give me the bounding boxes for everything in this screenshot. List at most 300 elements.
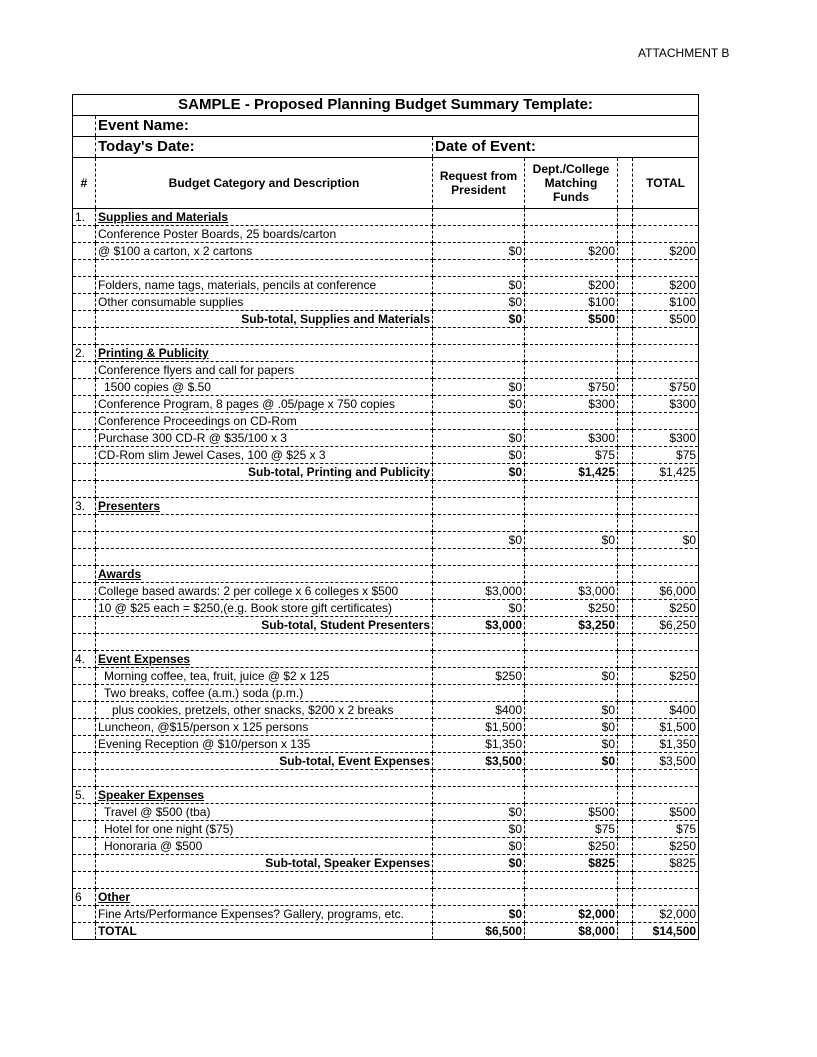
president-amount — [433, 889, 525, 906]
row-number — [73, 243, 96, 260]
col-header-president: Request from President — [433, 158, 525, 209]
subtotal-row — [73, 464, 699, 481]
spacer-cell — [618, 583, 633, 600]
dept-amount: $100 — [525, 294, 618, 311]
president-amount — [433, 549, 525, 566]
spacer-cell — [618, 685, 633, 702]
president-amount — [433, 770, 525, 787]
dept-amount — [525, 362, 618, 379]
row-number — [73, 362, 96, 379]
total-amount — [633, 209, 699, 226]
president-amount: $0 — [433, 430, 525, 447]
president-amount — [433, 362, 525, 379]
row-description: Morning coffee, tea, fruit, juice @ $2 x 125 — [96, 668, 433, 685]
president-amount: $6,500 — [433, 923, 525, 940]
spacer-cell — [618, 430, 633, 447]
row-description: Conference Program, 8 pages @ .05/page x 750 copies — [96, 396, 433, 413]
row-number — [73, 294, 96, 311]
total-amount: $750 — [633, 379, 699, 396]
row-description: Sub-total, Printing and Publicity — [96, 464, 433, 481]
dept-amount — [525, 634, 618, 651]
col-header-dept: Dept./College Matching Funds — [525, 158, 618, 209]
dept-amount: $1,425 — [525, 464, 618, 481]
row-description: Supplies and Materials — [96, 209, 433, 226]
row-description: Speaker Expenses — [96, 787, 433, 804]
total-amount: $75 — [633, 447, 699, 464]
row-description: Fine Arts/Performance Expenses? Gallery, programs, etc. — [96, 906, 433, 923]
spacer-cell — [618, 345, 633, 362]
row-description: Luncheon, @$15/person x 125 persons — [96, 719, 433, 736]
dept-amount: $2,000 — [525, 906, 618, 923]
row-number — [73, 736, 96, 753]
spacer-cell — [618, 889, 633, 906]
budget-table — [72, 94, 699, 940]
row-description: Sub-total, Supplies and Materials — [96, 311, 433, 328]
dept-amount — [525, 413, 618, 430]
table-row — [73, 294, 699, 311]
row-description — [96, 328, 433, 345]
dept-amount — [525, 209, 618, 226]
dept-amount: $200 — [525, 277, 618, 294]
spacer-cell — [618, 243, 633, 260]
table-row — [73, 719, 699, 736]
spacer-cell — [618, 787, 633, 804]
president-amount: $3,000 — [433, 617, 525, 634]
president-amount: $0 — [433, 600, 525, 617]
row-number — [73, 719, 96, 736]
row-number: 4. — [73, 651, 96, 668]
row-number: 5. — [73, 787, 96, 804]
dept-amount: $0 — [525, 532, 618, 549]
row-description: Other — [96, 889, 433, 906]
total-amount — [633, 566, 699, 583]
row-description: College based awards: 2 per college x 6 colleges x $500 — [96, 583, 433, 600]
total-amount: $500 — [633, 311, 699, 328]
dept-amount — [525, 515, 618, 532]
section-row — [73, 345, 699, 362]
total-amount: $1,350 — [633, 736, 699, 753]
row-number: 2. — [73, 345, 96, 362]
dept-amount — [525, 651, 618, 668]
total-amount: $200 — [633, 243, 699, 260]
table-row — [73, 413, 699, 430]
row-number — [73, 311, 96, 328]
dept-amount: $0 — [525, 753, 618, 770]
row-description: @ $100 a carton, x 2 cartons — [96, 243, 433, 260]
spacer-cell — [618, 719, 633, 736]
president-amount: $0 — [433, 396, 525, 413]
section-row — [73, 498, 699, 515]
dept-amount — [525, 685, 618, 702]
table-row — [73, 328, 699, 345]
total-row — [73, 923, 699, 940]
total-amount: $6,250 — [633, 617, 699, 634]
dept-amount — [525, 770, 618, 787]
row-description: Evening Reception @ $10/person x 135 — [96, 736, 433, 753]
spacer-cell — [618, 600, 633, 617]
dept-amount — [525, 498, 618, 515]
total-amount: $250 — [633, 668, 699, 685]
spacer-cell — [618, 753, 633, 770]
spacer-cell — [618, 532, 633, 549]
section-row — [73, 566, 699, 583]
row-description: Purchase 300 CD-R @ $35/100 x 3 — [96, 430, 433, 447]
president-amount: $0 — [433, 821, 525, 838]
table-row — [73, 260, 699, 277]
row-number — [73, 413, 96, 430]
president-amount — [433, 226, 525, 243]
president-amount — [433, 345, 525, 362]
total-amount — [633, 872, 699, 889]
row-number — [73, 515, 96, 532]
row-description: Presenters — [96, 498, 433, 515]
total-amount: $825 — [633, 855, 699, 872]
dept-amount — [525, 566, 618, 583]
table-row — [73, 583, 699, 600]
total-amount: $14,500 — [633, 923, 699, 940]
table-row — [73, 515, 699, 532]
spacer-cell — [618, 481, 633, 498]
total-amount — [633, 260, 699, 277]
dept-amount — [525, 226, 618, 243]
spacer-cell — [618, 804, 633, 821]
total-amount: $250 — [633, 600, 699, 617]
table-row — [73, 379, 699, 396]
spacer-cell — [618, 838, 633, 855]
row-description: Printing & Publicity — [96, 345, 433, 362]
row-number — [73, 583, 96, 600]
table-row — [73, 430, 699, 447]
spacer-cell — [618, 447, 633, 464]
row-description: CD-Rom slim Jewel Cases, 100 @ $25 x 3 — [96, 447, 433, 464]
president-amount: $0 — [433, 294, 525, 311]
president-amount: $0 — [433, 311, 525, 328]
table-row — [73, 770, 699, 787]
event-name-label: Event Name: — [96, 116, 699, 137]
president-amount: $0 — [433, 243, 525, 260]
row-number — [73, 855, 96, 872]
row-description — [96, 549, 433, 566]
section-row — [73, 889, 699, 906]
row-description: plus cookies, pretzels, other snacks, $200 x 2 breaks — [96, 702, 433, 719]
total-amount: $100 — [633, 294, 699, 311]
table-row — [73, 447, 699, 464]
col-header-num: # — [73, 158, 96, 209]
row-number — [73, 328, 96, 345]
total-amount — [633, 328, 699, 345]
dept-amount: $500 — [525, 804, 618, 821]
spacer-cell — [618, 923, 633, 940]
date-of-event-label: Date of Event: — [433, 137, 699, 158]
row-number — [73, 430, 96, 447]
spacer-cell — [618, 736, 633, 753]
row-description — [96, 770, 433, 787]
dept-amount: $300 — [525, 430, 618, 447]
row-description: Travel @ $500 (tba) — [96, 804, 433, 821]
row-number: 1. — [73, 209, 96, 226]
total-amount: $0 — [633, 532, 699, 549]
dept-amount: $3,250 — [525, 617, 618, 634]
table-row — [73, 906, 699, 923]
col-header-total: TOTAL — [633, 158, 699, 209]
president-amount — [433, 328, 525, 345]
total-amount: $200 — [633, 277, 699, 294]
president-amount — [433, 787, 525, 804]
row-description: Sub-total, Event Expenses — [96, 753, 433, 770]
spacer-cell — [618, 226, 633, 243]
spacer-cell — [618, 362, 633, 379]
row-description: Awards — [96, 566, 433, 583]
row-number — [73, 600, 96, 617]
spacer-cell — [618, 566, 633, 583]
total-amount: $2,000 — [633, 906, 699, 923]
total-amount — [633, 362, 699, 379]
president-amount: $0 — [433, 447, 525, 464]
table-row — [73, 549, 699, 566]
dept-amount: $250 — [525, 600, 618, 617]
spacer-cell — [618, 294, 633, 311]
row-description: Sub-total, Speaker Expenses — [96, 855, 433, 872]
spacer-cell — [618, 855, 633, 872]
row-description: Conference Poster Boards, 25 boards/carton — [96, 226, 433, 243]
president-amount: $400 — [433, 702, 525, 719]
section-row — [73, 209, 699, 226]
row-description — [96, 532, 433, 549]
row-number — [73, 702, 96, 719]
row-description: Event Expenses — [96, 651, 433, 668]
page-title: SAMPLE - Proposed Planning Budget Summary Template: — [73, 95, 699, 116]
row-description: Conference Proceedings on CD-Rom — [96, 413, 433, 430]
dept-amount: $750 — [525, 379, 618, 396]
president-amount — [433, 634, 525, 651]
table-row — [73, 362, 699, 379]
table-row — [73, 668, 699, 685]
president-amount — [433, 515, 525, 532]
row-description: Honoraria @ $500 — [96, 838, 433, 855]
president-amount — [433, 498, 525, 515]
spacer-cell — [618, 549, 633, 566]
row-number — [73, 923, 96, 940]
spacer-cell — [618, 515, 633, 532]
president-amount — [433, 566, 525, 583]
row-number — [73, 226, 96, 243]
spacer-cell — [618, 277, 633, 294]
president-amount: $0 — [433, 532, 525, 549]
dept-amount — [525, 260, 618, 277]
total-amount — [633, 787, 699, 804]
president-amount: $0 — [433, 906, 525, 923]
spacer-cell — [618, 770, 633, 787]
row-number: 3. — [73, 498, 96, 515]
president-amount: $0 — [433, 804, 525, 821]
row-description: TOTAL — [96, 923, 433, 940]
row-description: Other consumable supplies — [96, 294, 433, 311]
section-row — [73, 651, 699, 668]
budget-rows — [73, 209, 699, 940]
president-amount: $3,500 — [433, 753, 525, 770]
table-row — [73, 634, 699, 651]
president-amount — [433, 481, 525, 498]
row-number — [73, 481, 96, 498]
total-amount: $6,000 — [633, 583, 699, 600]
dept-amount: $0 — [525, 736, 618, 753]
dept-amount: $8,000 — [525, 923, 618, 940]
spacer-cell — [618, 413, 633, 430]
total-amount: $75 — [633, 821, 699, 838]
row-number — [73, 634, 96, 651]
table-row — [73, 736, 699, 753]
dept-amount: $3,000 — [525, 583, 618, 600]
table-row — [73, 532, 699, 549]
row-number — [73, 396, 96, 413]
spacer-cell — [618, 906, 633, 923]
todays-date-label: Today's Date: — [96, 137, 433, 158]
attachment-label: ATTACHMENT B — [638, 46, 730, 60]
total-amount: $250 — [633, 838, 699, 855]
total-amount — [633, 770, 699, 787]
table-row — [73, 821, 699, 838]
total-amount — [633, 498, 699, 515]
total-amount — [633, 413, 699, 430]
row-description — [96, 481, 433, 498]
row-number — [73, 379, 96, 396]
row-description — [96, 634, 433, 651]
spacer-cell — [618, 464, 633, 481]
spacer-cell — [618, 821, 633, 838]
table-row — [73, 277, 699, 294]
spacer-cell — [618, 651, 633, 668]
president-amount: $1,350 — [433, 736, 525, 753]
row-number — [73, 532, 96, 549]
row-number — [73, 685, 96, 702]
row-number — [73, 277, 96, 294]
row-description: Hotel for one night ($75) — [96, 821, 433, 838]
spacer-cell — [618, 668, 633, 685]
row-number — [73, 549, 96, 566]
row-description — [96, 515, 433, 532]
dept-amount: $300 — [525, 396, 618, 413]
president-amount — [433, 651, 525, 668]
spacer-cell — [618, 498, 633, 515]
row-number — [73, 838, 96, 855]
row-description: Folders, name tags, materials, pencils at conference — [96, 277, 433, 294]
president-amount — [433, 413, 525, 430]
total-amount: $300 — [633, 430, 699, 447]
row-number — [73, 804, 96, 821]
table-row — [73, 685, 699, 702]
row-number: 6 — [73, 889, 96, 906]
total-amount — [633, 226, 699, 243]
total-amount — [633, 481, 699, 498]
spacer-cell — [618, 702, 633, 719]
dept-amount: $0 — [525, 719, 618, 736]
table-row — [73, 872, 699, 889]
president-amount: $1,500 — [433, 719, 525, 736]
row-description: 10 @ $25 each = $250,(e.g. Book store gift certificates) — [96, 600, 433, 617]
table-row — [73, 600, 699, 617]
spacer-cell — [618, 396, 633, 413]
spacer-cell — [618, 311, 633, 328]
total-amount: $300 — [633, 396, 699, 413]
total-amount — [633, 889, 699, 906]
dept-amount — [525, 345, 618, 362]
row-number — [73, 872, 96, 889]
row-number — [73, 906, 96, 923]
dept-amount — [525, 481, 618, 498]
total-amount — [633, 634, 699, 651]
total-amount: $500 — [633, 804, 699, 821]
row-description — [96, 260, 433, 277]
col-header-category: Budget Category and Description — [96, 158, 433, 209]
row-number — [73, 821, 96, 838]
dept-amount: $0 — [525, 668, 618, 685]
dept-amount: $0 — [525, 702, 618, 719]
section-row — [73, 787, 699, 804]
dept-amount: $200 — [525, 243, 618, 260]
total-amount: $1,500 — [633, 719, 699, 736]
table-row — [73, 226, 699, 243]
row-number — [73, 617, 96, 634]
president-amount: $250 — [433, 668, 525, 685]
subtotal-row — [73, 311, 699, 328]
table-row — [73, 243, 699, 260]
dept-amount: $825 — [525, 855, 618, 872]
total-amount: $400 — [633, 702, 699, 719]
row-description: Sub-total, Student Presenters — [96, 617, 433, 634]
president-amount: $0 — [433, 855, 525, 872]
president-amount: $0 — [433, 464, 525, 481]
dept-amount: $75 — [525, 821, 618, 838]
dept-amount — [525, 872, 618, 889]
total-amount — [633, 651, 699, 668]
row-number — [73, 447, 96, 464]
dept-amount — [525, 549, 618, 566]
row-number — [73, 260, 96, 277]
spacer-cell — [618, 328, 633, 345]
total-amount: $3,500 — [633, 753, 699, 770]
spacer-cell — [618, 617, 633, 634]
spacer-cell — [618, 872, 633, 889]
total-amount — [633, 549, 699, 566]
spacer-cell — [618, 634, 633, 651]
president-amount: $3,000 — [433, 583, 525, 600]
table-row — [73, 702, 699, 719]
spacer-cell — [618, 209, 633, 226]
row-number — [73, 770, 96, 787]
president-amount — [433, 685, 525, 702]
table-row — [73, 838, 699, 855]
row-description — [96, 872, 433, 889]
row-description: 1500 copies @ $.50 — [96, 379, 433, 396]
dept-amount: $250 — [525, 838, 618, 855]
dept-amount — [525, 328, 618, 345]
subtotal-row — [73, 617, 699, 634]
row-description: Two breaks, coffee (a.m.) soda (p.m.) — [96, 685, 433, 702]
president-amount: $0 — [433, 277, 525, 294]
row-description: Conference flyers and call for papers — [96, 362, 433, 379]
president-amount — [433, 209, 525, 226]
total-amount: $1,425 — [633, 464, 699, 481]
table-row — [73, 804, 699, 821]
president-amount — [433, 872, 525, 889]
president-amount — [433, 260, 525, 277]
president-amount: $0 — [433, 838, 525, 855]
dept-amount — [525, 889, 618, 906]
spacer-cell — [618, 379, 633, 396]
president-amount: $0 — [433, 379, 525, 396]
dept-amount: $75 — [525, 447, 618, 464]
dept-amount: $500 — [525, 311, 618, 328]
